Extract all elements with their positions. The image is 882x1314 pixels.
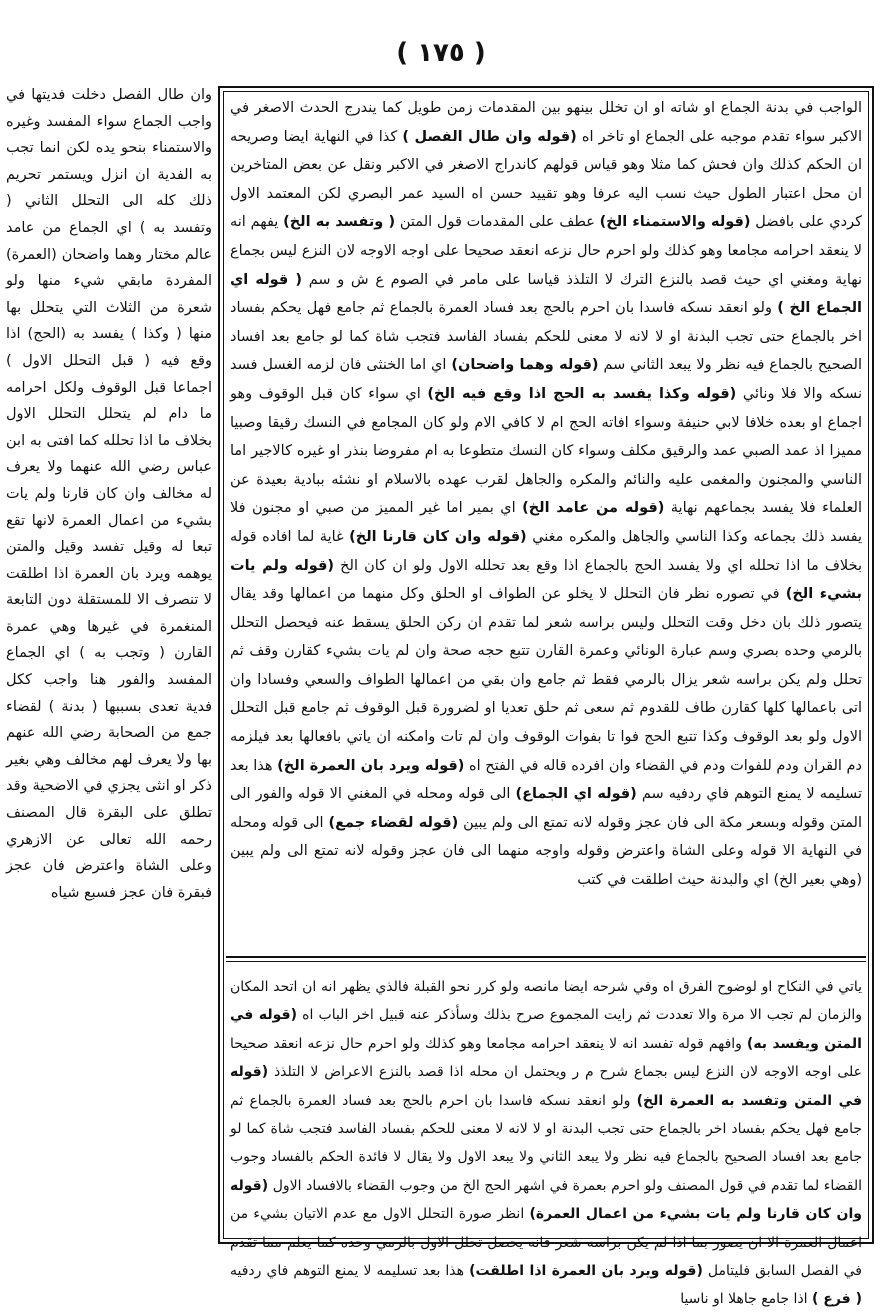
commentary-text: انظر صورة التحلل الاول مع عدم الاتيان بشيء من اعمال العمرة الا ان يصور بما اذا لم يكن براسه شعر فانه يحصل تحلل الاول بالرمي وحده كما يعلم مما تقدم في الفصل السابق فليتامل — [230, 1206, 862, 1280]
commentary-text: في تصوره نظر فان التحلل لا يخلو عن الطواف او الحلق وكل منهما من اعمالها وقد يقال يتصور ذلك بان دخل وقت التحلل وليس براسه شعر لما تقدم ان ركن الحلق يسقط عنه فيحصل التحلل بالرمي وحده بصري وسم عبارة الونائي وعمرة القارن تتبع حجه صحة وان لم يات بشيء كقارن وقف ثم تحلل ولم يكن براسه شعر يزال بالرمي فقط ثم جامع وان بقي من اعمالها الطواف والسعي وفسادا وان اتى باعمالها كلها كقارن طاف للقدوم ثم سعى ثم حلق تعديا او لضرورة قبل الوقوف ثم جامع قبل التحلل الاول ولو بعد الوقوف وكذا تتبع الحج فوا تا بفوات الوقوف وان لم تات وامكنه ان ياتي بافعالها بعد فيلزمه دم القران ودم للفوات ودم في القضاء وان افرده قاله في الفتح اه — [230, 586, 862, 774]
commentary-heading: (قوله وان كان قارنا ولم يات بشيء من اعمال العمرة) — [230, 1177, 862, 1223]
commentary-text: ولو انعقد نسكه فاسدا بان احرم بالحج بعد فساد العمرة بالجماع ثم جامع فهل يحكم بفساد اخر بالجماع حتى تجب البدنة او لا لانه لا معنى للحكم بفساد الفاسد فتجب شاة كما لو جامع بعد افساد الصحيح بالجماع فيه نظر ولا يبعد الثاني سم — [230, 300, 862, 374]
commentary-text: الى قوله ومحله في النهاية الا قوله وعلى الشاة واعترض وقوله واوجه منهما الى فان عجز وقوله لانه تمتع الى ولم يبين (وهي بعير الخ) اي والبدنة حيث اطلقت في كتب — [230, 814, 862, 889]
lower-commentary — [230, 973, 863, 1308]
commentary-heading: (قوله وان كان قارنا الخ) — [349, 528, 527, 545]
commentary-frame — [218, 86, 874, 1308]
commentary-heading: (قوله وان طال الفصل ) — [402, 128, 577, 145]
commentary-text: وافهم قوله تفسد انه لا ينعقد احرامه مجامعا وهو كذلك ولو احرم حال نزعه انعقد صحيحا على اوجه الاوجه لان النزع ليس بجماع شرح م ر ويحتمل ان محله اذا قصد بالنزع الاعراض لا التلذذ — [230, 1035, 862, 1081]
commentary-heading: (قوله اي الجماع) — [515, 786, 637, 803]
commentary-text: اي بمير اما غير المميز من صبي او مجنون فلا يفسد ذلك بجماعه وكذا الناسي والجاهل والمكره مغني — [230, 500, 862, 545]
commentary-text: اي سواء كان قبل الوقوف وهو اجماع او بعده خلافا لابي حنيفة وسواء افاته الحج ام لا كافي الام ولو كان المجامع في النسك رقيقا وصبيا مميزا اذ عمد الصبي عمد والرقيق مكلف وسواء كان النسك متطوعا به ام مفروضا بنذر او غيره كالاجير اما الناسي والمجنون والمغمى عليه والنائم والمكره والجاهل لقرب عهده بالاسلام او نشئه ببادية بعيدة عن العلماء فلا يفسد بجماعهم نهاية — [230, 385, 862, 517]
commentary-heading: (قوله وهما واضحان) — [451, 357, 599, 374]
commentary-heading: (قوله وكذا يفسد به الحج اذا وقع فيه الخ) — [427, 385, 737, 402]
commentary-text: غاية لما افاده قوله بخلاف ما اذا تحلله اي ولا يفسد الحج بالجماع اذا وقع بعد تحلله الاول ولو ان كان الخ — [230, 528, 862, 574]
commentary-heading: (قوله والاستمناء الخ) — [599, 214, 751, 231]
margin-text: وان طال الفصل دخلت فديتها في واجب الجماع سواء المفسد وغيره والاستمناء بنحو يده لكن انما تجب به الفدية ان انزل ويستمر تحريم ذلك كله الى التحلل الثاني ( وتفسد به ) اي الجماع من عامد عالم مختار وهما واضحان (العمرة) المفردة مابقي شيء منها ولو شعرة من الثلاث التي يتحلل بها منها ( وكذا ) يفسد به (الحج) اذا وقع فيه ( قبل التحلل الاول ) اجماعا قبل الوقوف ولكل احرامه ما دام لم يتحلل التحلل الاول بخلاف ما اذا تحلله كما افتى به ابن عباس رضي الله عنهما ولا يعرف له مخالف وان كان قارنا ولم يات بشيء من اعمال العمرة لانها تقع تبعا له وقيل تفسد وقيل والمتن يوهمه ويرد بان العمرة اذا اطلقت لا تنصرف الا للمستقلة دون التابعة المنغمرة في غيرها وهي عمرة القارن ( وتجب به ) اي الجماع المفسد والفور هنا واجب ككل فدية تعدى بسببها ( بدنة ) لقضاء جمع من الصحابة رضي الله عنهم بها ولا يعرف لهم مخالف وهي بغير ذكر او انثى يجزي في الاضحية وقد تطلق على البقرة قال المصنف رحمه الله تعالى عن الازهري وعلى الشاة واعترض فان عجز فبقرة فان عجز فسبع شياه — [6, 87, 212, 901]
commentary-heading: (قوله في المتن وتفسد به العمرة الخ) — [230, 1064, 863, 1109]
commentary-heading: (قوله ويرد بان العمرة اذا اطلقت) — [469, 1263, 703, 1280]
commentary-text: عطف على المقدمات قول المتن — [395, 214, 600, 231]
commentary-heading: (قوله ولم يات بشيء الخ) — [230, 557, 862, 603]
commentary-heading: ( وتفسد به الخ) — [283, 214, 396, 231]
page-number: ( ١٧٥ ) — [396, 38, 486, 68]
commentary-text: كذا في النهاية ايضا وصريحه ان الحكم كذلك وان فحش كما مثلا وهو قياس قولهم كاندراج الاصغر في الاكبر ونقل عن بعض المتاخرين ان محل اعتبار الطول حيث نسب اليه عرفا وهو تقييد حسن اه السيد عمر البصري لكن المعتمد الاول كردي على بافضل — [230, 128, 863, 231]
commentary-text: اذا جامع جاهلا او ناسيا — [680, 1291, 813, 1308]
commentary-heading: ( قوله اي الجماع الخ ) — [230, 271, 862, 317]
section-divider — [226, 956, 866, 958]
commentary-text: اي اما الخنثى فان لزمه الغسل فسد نسكه والا فلا ونائي — [230, 357, 862, 402]
upper-commentary — [230, 94, 862, 944]
commentary-heading: ( فرع ) — [812, 1291, 862, 1308]
commentary-heading: (قوله من عامد الخ) — [522, 500, 665, 517]
margin-text-column — [6, 82, 212, 1247]
commentary-heading: (قوله في المتن ويفسد به) — [230, 1007, 862, 1052]
commentary-text: هذا بعد تسليمه لا يمنع التوهم فاي ردفيه سم — [230, 757, 863, 803]
commentary-text: الى قوله ومحله في المغني الا قوله والفور الى المتن وقوله وبسعر مكة الى فان عجز وقوله لانه تمتع الى ولم يبين — [230, 786, 862, 831]
commentary-text: ولو انعقد نسكه فاسدا بان احرم بالحج بعد فساد العمرة بالجماع ثم جامع فهل يحكم بفساد اخر بالجماع حتى تجب البدنة او لا لانه لا معنى للحكم بفساد الفاسد فتجب شاة كما لو جامع بعد افساد الصحيح بالجماع فيه نظر ولا يبعد الثاني ولا يبعد الاول ولا يقال لا فائدة الحكم بالفساد وجوب القضاء لما تقدم في قول المصنف ولو احرم بعمرة في اشهر الحج الخ من وجوب القضاء بالافساد الاول — [230, 1092, 862, 1194]
commentary-text: ياتي في النكاح او لوضوح الفرق اه وفي شرحه ايضا مانصه ولو كرر نحو القبلة فالذي يظهر انه ان اتحد المكان والزمان لم تجب الا مرة والا تعددت ثم رايت المجموع صرح بذلك وسأذكر عنه قبيل اخر الباب اه — [230, 979, 863, 1024]
commentary-heading: (قوله لقضاء جمع) — [328, 814, 459, 831]
commentary-heading: (قوله ويرد بان العمرة الخ) — [277, 757, 465, 774]
commentary-text: هذا بعد تسليمه لا يمنع التوهم فاي ردفيه — [230, 1263, 470, 1280]
commentary-text: الواجب في بدنة الجماع او شاته او ان تخلل بينهو بين المقدمات زمن طويل كما يندرج الحدث الاصغر في الاكبر سواء تقدم موجبه على الجماع او تاخر اه — [230, 100, 862, 145]
commentary-text: يفهم انه لا ينعقد احرامه مجامعا وهو كذلك ولو احرم حال نزعه انعقد صحيحا على اوجه الاوجه لان النزع ليس بجماع نهاية ومغني اي حيث قصد بالنزع الترك لا التلذذ قياسا على مامر في الصوم ع ش و سم — [230, 214, 862, 288]
